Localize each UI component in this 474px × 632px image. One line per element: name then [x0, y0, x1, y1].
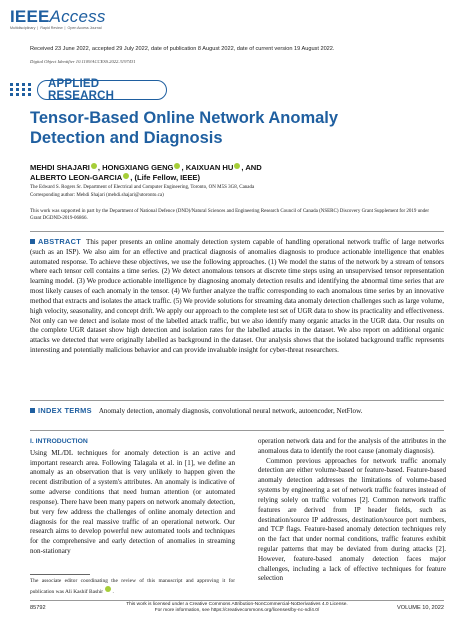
corresponding-author: Corresponding author: Mehdi Shajari (mehdi.shajari@utoronto.ca)	[30, 193, 164, 198]
author-name: KAIXUAN HU	[185, 163, 234, 172]
orcid-icon[interactable]	[123, 173, 129, 179]
left-column	[30, 437, 235, 557]
divider	[30, 430, 444, 431]
paper-title	[30, 108, 350, 148]
section-square-icon	[30, 239, 35, 244]
orcid-icon[interactable]	[234, 163, 240, 169]
funding-statement: This work was supported in part by the Department of National Defence (DND)/Natural Sciences and Engineering Research Council of Canada (NSERC) Discovery Grant Supplement for 2019 under Grant DGDND-2019-06866.	[30, 209, 430, 221]
page-number: 85792	[30, 605, 46, 611]
license-line-1: This work is licensed under a Creative Commons Attribution-NonCommercial-NoDerivatives 4.0 License.	[126, 602, 348, 607]
index-terms-text: Anomaly detection, anomaly diagnosis, convolutional neural network, autoencoder, NetFlow.	[98, 407, 363, 415]
footer-divider	[30, 600, 444, 601]
volume-label: VOLUME 10, 2022	[397, 605, 444, 611]
divider	[30, 400, 444, 401]
right-column	[258, 437, 446, 584]
abstract	[30, 237, 444, 356]
decorative-dots-icon	[10, 83, 34, 96]
author-name: MEHDI SHAJARI	[30, 163, 90, 172]
author-list	[30, 163, 450, 183]
license-link[interactable]: For more information, see https://creativecommons.org/licenses/by-nc-nd/4.0/	[154, 608, 320, 614]
intro-paragraph-2: Common previous approaches for network traffic anomaly detection are either volume-based or feature-based. Feature-based anomaly detection addresses the limitations of volume-based systems by engineering a set of network traffic features instead of relying solely on traffic volumes [2]. Common network traffic features are derived from IP header fields, such as destination/source IP addresses, destination/source port numbers, and TCP flags. Feature-based anomaly detection techniques rely on the fact that under normal conditions, traffic features exhibit regular patterns that may be deviated from during attacks [2]. However, feature-based anomaly detection faces major challenges, including a lack of effective techniques for feature selection	[258, 456, 446, 583]
author-name: HONGXIANG GENG	[102, 163, 174, 172]
affiliation: The Edward S. Rogers Sr. Department of Electrical and Computer Engineering, Toronto, ON M5S 3G8, Canada	[30, 185, 255, 190]
abstract-label: ABSTRACT	[38, 237, 82, 246]
journal-tagline: Multidisciplinary ❘ Rapid Review ❘ Open Access Journal	[10, 26, 102, 30]
authors-line-2	[30, 173, 450, 183]
page-footer	[0, 600, 474, 632]
title-line-1: Tensor-Based Online Network Anomaly	[30, 109, 339, 127]
journal-logo-text	[10, 7, 106, 26]
received-dates: Received 23 June 2022, accepted 29 July 2022, date of publication 8 August 2022, date of current version 19 August 2022.	[30, 46, 335, 52]
index-terms-label: INDEX TERMS	[38, 406, 92, 415]
journal-logo	[10, 7, 106, 30]
logo-access: Access	[49, 7, 106, 26]
doi-line: Digital Object Identifier 10.1109/ACCESS.2022.3197431	[30, 59, 136, 64]
logo-ieee: IEEE	[10, 7, 50, 26]
author-membership: , (Life Fellow, IEEE)	[130, 173, 201, 182]
section-square-icon	[30, 408, 35, 413]
footnote-text: The associate editor coordinating the review of this manuscript and approving it for publication was Ali Kashif Bashir	[30, 578, 235, 595]
editor-footnote: The associate editor coordinating the review of this manuscript and approving it for publication was Ali Kashif Bashir .	[30, 578, 235, 595]
orcid-icon[interactable]	[174, 163, 180, 169]
author-name: ALBERTO LEON-GARCIA	[30, 173, 123, 182]
intro-continued: operation network data and for the analysis of the attributes in the anomalous data to identify the root cause (anomaly diagnosis).	[258, 437, 446, 455]
author-separator: , AND	[241, 163, 262, 172]
orcid-icon[interactable]	[105, 586, 111, 592]
license-notice	[100, 602, 374, 615]
orcid-icon[interactable]	[91, 163, 97, 169]
intro-heading: I. INTRODUCTION	[30, 438, 88, 445]
title-line-2: Detection and Diagnosis	[30, 129, 223, 147]
badge-label: APPLIED RESEARCH	[48, 78, 115, 102]
index-terms	[30, 406, 444, 416]
authors-line-1: MEHDI SHAJARI , HONGXIANG GENG , KAIXUAN HU , AND	[30, 163, 262, 172]
abstract-text: This paper presents an online anomaly detection system capable of handling operational network traffic of large networks (such as an ISP). We also aim for an effective and practical diagnosis of anomalies diagnosis to produce actionable intelligence that enables automated response. To achieve these objectives, we use the following approaches. (1) We model the status of the network by a stream of tensors where each tensor cell contains a time series. (2) We detect anomalous tensors at discrete time steps using an unsupervised tensor representation learning model. (3) We produce actionable intelligence by diagnosing anomaly detection results and identifying the abnormal time series that are most likely causes of each anomaly in the tensor. (4) We further analyze the traffic corresponding to each anomalous time series by an innovative method that extracts and isolates the attack traffic. (5) We provide solutions for streaming data anomaly detection challenges such as large volume, high velocity, seasonality, and concept drift. We apply our approach to the complete test set of UGR data to show its practicality and effectiveness. Not only can we detect and isolate most of the labelled attack traffic, but we also identify many organic attacks in the UGR data. Our results on the complete UGR dataset show high detection and isolation rates for the labelled attacks in the dataset. We also report on additional organic attacks we detected that were originally labelled as background in the dataset. Our analysis shows that the isolated background traffic represents interesting and potentially malicious behavior and can provide invaluable insight for cyber-threat researchers.	[30, 238, 444, 354]
intro-paragraph: Using ML/DL techniques for anomaly detection is an active and important research area. Following Talagala et al. in [1], we define an anomaly as an observation that is very unlikely to happen given the recent distribution of a system's attributes. An anomaly is indicative of some adverse conditions that need human attention (or automated response). There have been many papers on network anomaly detection, but very few address the challenges of online anomaly detection and diagnosis for the real massive traffic of an operational network. Our research aims to develop powerful new automated tools and techniques for the comprehensive and early detection of anomalies in streaming non-stationary	[30, 448, 235, 555]
divider	[30, 231, 444, 232]
footnote-divider	[30, 574, 90, 575]
applied-research-badge	[37, 80, 167, 100]
